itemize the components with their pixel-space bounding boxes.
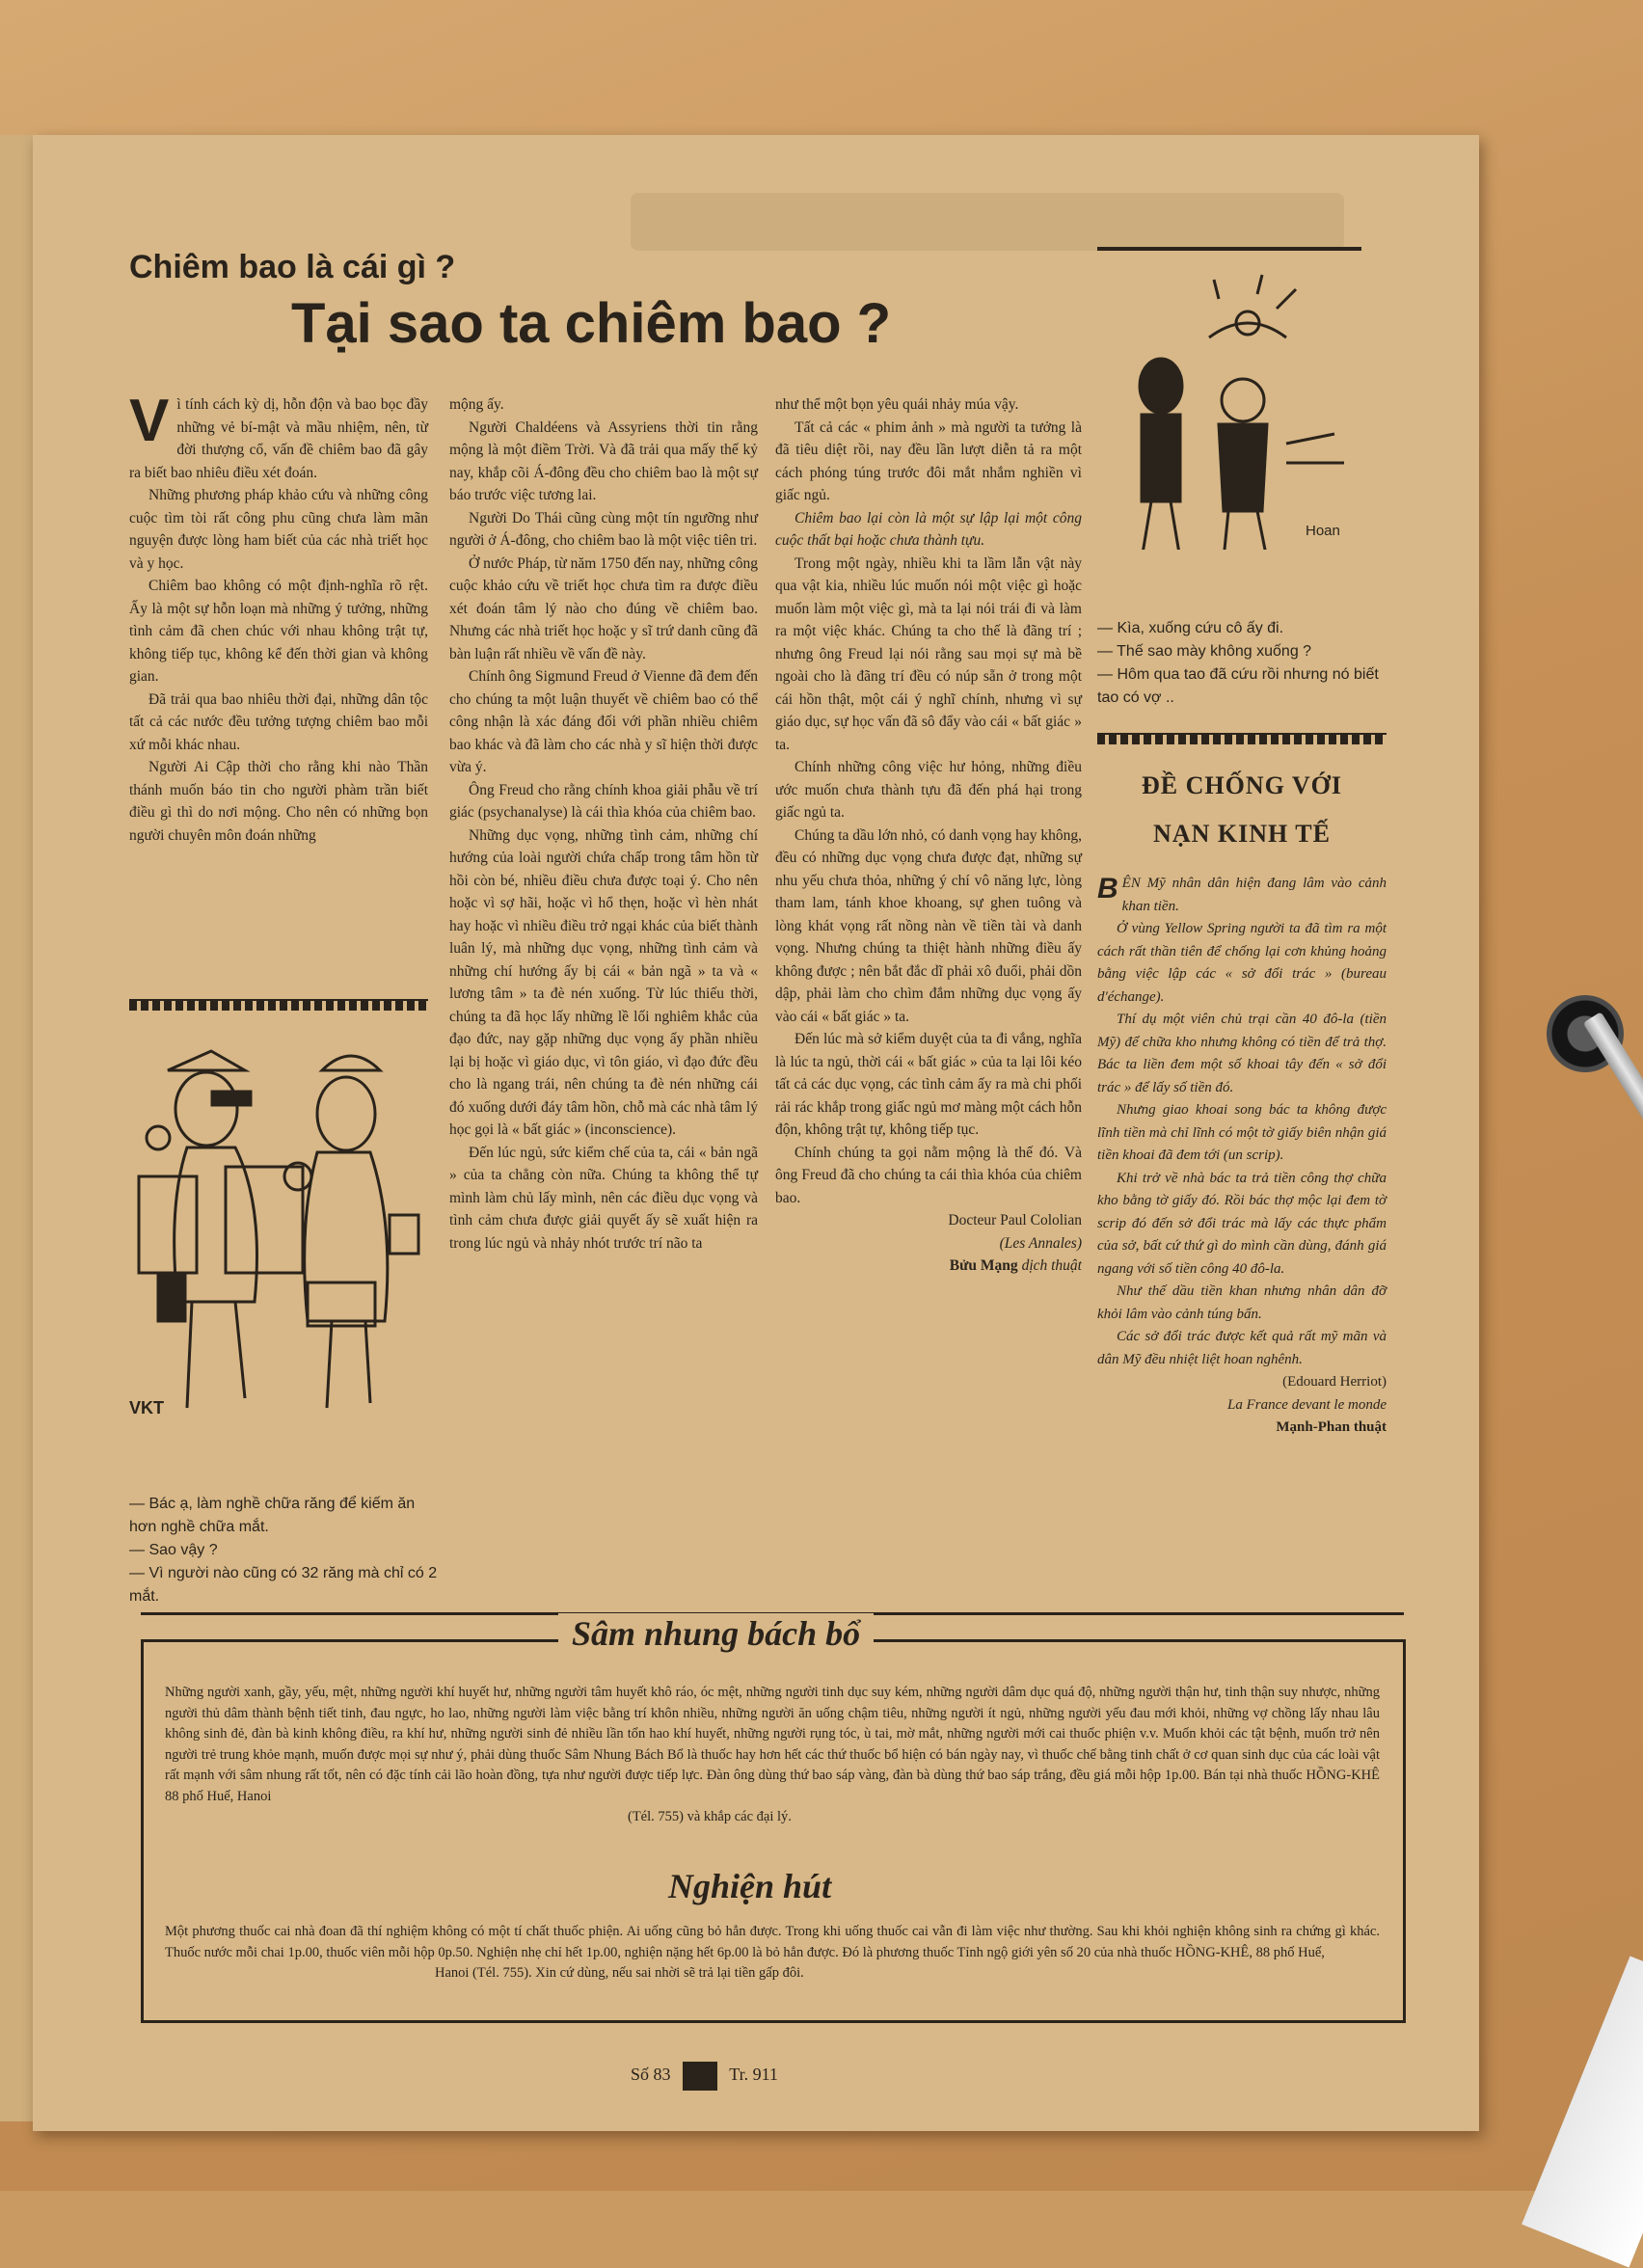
sidebar-paragraph: Các sở đổi trác được kết quả rất mỹ mãn và dân Mỹ đều nhiệt liệt hoan nghênh.	[1097, 1329, 1387, 1367]
dropcap-v: V	[129, 388, 170, 454]
ad-text-sam-nhung: Những người xanh, gầy, yếu, mệt, những người khí huyết hư, những người tâm huyết khô ráo, óc mệt, những người tinh dục suy kém, những người dâm dục quá độ, những người thận hư, tinh thận suy nhược, những người thủ dâm thành bệnh tiết tinh, đau ngực, ho lao, những người làm việc bằng trí khôn nhiều, những người ăn uống chậm tiêu, những người ít ngủ, những người yếu đau mới khỏi, những vợ chồng lấy nhau lâu không sinh đẻ, đàn bà kinh không điều, ra khí hư, những người sinh đẻ nhiều lần tổn hao khí huyết, những người rụng tóc, ù tai, mờ mắt, những người mới cai thuốc phiện v.v. Muốn khỏi các tật bệnh, muốn trở nên người trẻ trung khỏe mạnh, muốn được mọi sự như ý, phải dùng thuốc Sâm Nhung Bách Bổ là thuốc hay hơn hết các thứ thuốc bổ hiện có bán ngày nay, vì thuốc chế bằng tinh chất ở cơ quan sinh dục của các loài vật rất mạnh với sâm nhung rất tốt, nên có đặc tính cải lão hoàn đồng, tựa như người được tiếp lực. Đàn ông dùng thứ bao sáp vàng, đàn bà dùng thứ bao sáp trắng, đều giá mỗi hộp 1p.00. Bán tại nhà thuốc HỒNG-KHÊ 88 phố Huế, Hanoi (Tél. 755) và khắp các đại lý.	[165, 1685, 1380, 1824]
article-kicker: Chiêm bao là cái gì ?	[129, 249, 456, 285]
dropcap-b: B	[1097, 873, 1118, 904]
sidebar-paragraph: Thí dụ một viên chủ trại cần 40 đô-la (tiền Mỹ) để chữa kho nhưng không có tiền để trả thợ. Bác ta liền đem một số khoai tây đến « sở đổi trác » để lấy số tiền đó.	[1097, 1012, 1387, 1095]
article-paragraph: như thể một bọn yêu quái nhảy múa vậy.	[775, 396, 1019, 413]
article-paragraph: Ở nước Pháp, từ năm 1750 đến nay, những công cuộc khảo cứu về triết học chưa tìm ra được điều xét đoán tâm lý nào cho đúng về chiêm bao. Nhưng các nhà triết học hoặc y sĩ trứ danh cũng đã bàn luận rất nhiều về vấn đề này.	[449, 554, 758, 662]
cartoon-signature: VKT	[129, 1398, 164, 1418]
caption-line: — Bác ạ, làm nghề chữa răng để kiếm ăn hơn nghề chữa mắt.	[129, 1496, 416, 1535]
sidebar-paragraph: Nhưng giao khoai song bác ta không được lĩnh tiền mà chỉ lĩnh có một tờ giấy biên nhận giá tiền khoai đã đem tới (un scrip).	[1097, 1102, 1387, 1163]
page-number: Tr. 911	[729, 2065, 778, 2085]
article-paragraph: Người Ai Cập thời cho rằng khi nào Thần thánh muốn báo tin cho người phàm trần biết điều gì thì do nơi mộng. Cho nên có những bọn người chuyên môn đoán những	[129, 759, 428, 844]
article-column-2	[449, 393, 758, 1255]
cartoon-left-caption	[129, 1493, 438, 1608]
right-top-rule	[1097, 247, 1361, 251]
sidebar-author: (Edouard Herriot)	[1282, 1374, 1387, 1390]
article-paragraph: Chiêm bao lại còn là một sự lập lại một công cuộc thất bại hoặc chưa thành tựu.	[775, 509, 1082, 549]
advertisement-box	[141, 1614, 1406, 2023]
sidebar-divider-wave	[1097, 733, 1387, 744]
article-source: (Les Annales)	[999, 1234, 1082, 1252]
caption-line: — Sao vậy ?	[129, 1542, 218, 1558]
article-paragraph: Những dục vọng, những tình cảm, những chí hướng của loài người chứa chấp trong tâm hồn từ hồi còn bé, nhiều điều chưa được toại ý. Cho nên hoặc vì sợ hãi, hoặc vì hổ thẹn, hoặc vì hèn nhát hay hoặc vì nhiều điều trở ngại khác của biết thành luân lý, mà những dục vọng, những tình cảm và những chí hướng ấy bị cái « bản ngã » ta và « lương tâm » ta đè nén xuống. Từ lúc thiếu thời, chúng ta đã học lấy những lề lối nghiêm khắc của đạo đức, nay gặp những dục vọng ấy phần nhiều lại bị hoặc vì giáo dục, vì tôn giáo, vì đạo đức đều cho là ngang trái, nên chúng ta đè nén những cái đó xuống dưới đáy tâm hồn, chỗ mà các nhà tâm lý học gọi là « bất giác » (inconscience).	[449, 826, 758, 1138]
article-paragraph: Người Do Thái cũng cùng một tín ngưỡng như người ở Á-đông, cho chiêm bao là một việc tiên tri.	[449, 509, 758, 549]
caption-line: — Hôm qua tao đã cứu rồi nhưng nó biết tao có vợ ..	[1097, 666, 1379, 706]
sidebar-paragraph: Khi trở về nhà bác ta trả tiền công thợ chữa kho bằng tờ giấy đó. Rồi bác thợ mộc lại đem tờ scrip đó đến sở đổi trác mà lấy các thực phẩm của sở, bất cứ thứ gì do mình cần dùng, đánh giá ngang với số tiền công 40 đô-la.	[1097, 1170, 1387, 1277]
article-paragraph: Chiêm bao không có một định-nghĩa rõ rệt. Ấy là một sự hỗn loạn mà những ý tưởng, những tình cảm đã chen chúc với nhau không trật tự, không tiếp tục, không kể đến thời gian và không gian.	[129, 578, 428, 685]
sidebar-source: La France devant le monde	[1227, 1396, 1387, 1413]
article-paragraph: mộng ấy.	[449, 396, 504, 413]
sidebar-paragraph: BÊN Mỹ nhân dân hiện đang lâm vào cảnh khan tiền.	[1097, 873, 1387, 914]
cartoon-right-caption	[1097, 617, 1387, 710]
caption-line: — Thế sao mày không xuống ?	[1097, 643, 1312, 660]
article-paragraph: Tất cả các « phim ảnh » mà người ta tưởng là đã tiêu diệt rồi, nay đều lần lượt diễn tả ra một cách phóng túng trước đôi mắt nhắm nghiền vì giấc ngủ.	[775, 418, 1082, 503]
cartoon-signature: Hoan	[1306, 523, 1340, 539]
sidebar-title-line: ĐỀ CHỐNG VỚI	[1142, 771, 1342, 799]
ad-text-nghien-hut: Một phương thuốc cai nhà đoan đã thí nghiệm không có một tí chất thuốc phiện. Ai uống cũng bỏ hẳn được. Trong khi uống thuốc cai vẫn đi làm việc như thường. Sau khi khỏi nghiện không sinh ra chứng gì khác. Thuốc nước mỗi chai 1p.00, thuốc viên mỗi hộp 0p.50. Nghiện nhẹ chỉ hết 1p.00, nghiện nặng hết 6p.00 là bỏ hẳn được. Đó là phương thuốc Tỉnh ngộ giới yên số 20 của nhà thuốc HỒNG-KHÊ, 88 phố Huế, Hanoi (Tél. 755). Xin cứ dùng, nếu sai nhời sẽ trả lại tiền gấp đôi.	[165, 1924, 1380, 1981]
article-translator: Bửu Mạng dịch thuật	[949, 1257, 1082, 1274]
article-paragraph: Chính những công việc hư hỏng, những điều ước muốn chưa thành tựu đã đến phá hại trong giấc ngủ ta.	[775, 759, 1082, 821]
article-paragraph: Vì tính cách kỳ dị, hỗn độn và bao bọc đầy những vẻ bí-mật và mầu nhiệm, nên, từ đời thượng cổ, vấn đề chiêm bao đã gây ra biết bao nhiêu điều xét đoán.	[129, 388, 428, 481]
article-column-3	[775, 393, 1082, 1278]
article-paragraph: Đến lúc ngủ, sức kiểm chế của ta, cái « bản ngã » của ta chẳng còn nữa. Chúng ta không thể tự mình làm chủ lấy mình, nên các điều dục vọng và tình cảm chưa được giải quyết ấy sẽ xuất hiện ra trong lúc ngủ và nhảy nhót trước trí não ta	[449, 1144, 758, 1252]
article-paragraph: Những phương pháp khảo cứu và những công cuộc tìm tòi rất công phu cũng chưa làm mãn nguyện được lòng ham biết của các nhà triết học và y học.	[129, 487, 428, 572]
ad-title-nghien-hut: Nghiện hút	[668, 1867, 832, 1905]
caption-line: — Kìa, xuống cứu cô ấy đi.	[1097, 620, 1284, 636]
page-footer	[631, 2062, 778, 2091]
article-headline: Tại sao ta chiêm bao ?	[291, 292, 892, 355]
caption-line: — Vì người nào cũng có 32 răng mà chỉ có 2 mắt.	[129, 1565, 438, 1605]
sidebar-translator: Mạnh-Phan thuật	[1276, 1419, 1387, 1435]
cartoon-drawing	[129, 1032, 438, 1437]
article-paragraph: Chúng ta dầu lớn nhỏ, có danh vọng hay không, đều có những dục vọng chưa được đạt, những sự nhu yếu chưa thỏa, những ý chí vô năng lực, lòng tham lam, tánh khoe khoang, sự ghen tuông và lòng khát vọng rất nồng nàn về tiền tài và danh vọng. Nhưng chúng ta thiệt hành những điều ấy không được ; nên bắt đắc dĩ phải xô đuổi, phải dồn dập, phải làm cho chìm đắm những dục vọng ấy vào cái « bất giác » ta.	[775, 826, 1082, 1025]
article-column-1	[129, 388, 428, 847]
article-paragraph: Trong một ngày, nhiều khi ta lầm lẫn vật này qua vật kia, nhiều lúc muốn nói một việc gì hoặc muốn làm một việc gì, mà ta lại nói trái đi và làm ra một việc khác. Chúng ta cho thế là đãng trí ; nhưng ông Freud lại nói rằng sau mọi sự mà bề ngoài cho là đãng trí đều có núp sẵn ở trong một cái hồn thật, một cái ý nghĩ chính, nhưng vì sự giáo dục, sự học vấn đã sô đẩy vào cái « bất giác » ta.	[775, 554, 1082, 753]
sidebar-paragraph: Ở vùng Yellow Spring người ta đã tìm ra một cách rất thần tiên để chống lại cơn khủng hoảng bằng việc lập các « sở đổi trác » (bureau d'échange).	[1097, 921, 1387, 1005]
ad-title-sam-nhung: Sâm nhung bách bổ	[558, 1613, 874, 1654]
article-paragraph: Người Chaldéens và Assyriens thời tin rằng mộng là một điềm Trời. Và đã trải qua mấy thế kỷ nay, khắp cõi Á-đông đều cho chiêm bao là một sự báo trước việc tương lai.	[449, 418, 758, 503]
article-paragraph: Ông Freud cho rằng chính khoa giải phẫu về trí giác (psychanalyse) là cái thìa khóa của chiêm bao.	[449, 781, 758, 821]
article-author: Docteur Paul Cololian	[948, 1212, 1082, 1228]
article-paragraph: Đến lúc mà sở kiểm duyệt của ta đi vắng, nghĩa là lúc ta ngủ, thời cái « bất giác » của ta lại lôi kéo tất cả các dục vọng, các tình cảm ấy ra mà chi phối rải rác khắp trong giấc ngủ mơ màng một cách hỗn độn, không trật tự, không tiếp tục.	[775, 1031, 1082, 1138]
column-divider-wave	[129, 999, 428, 1011]
cartoon-drawing	[1103, 270, 1373, 550]
article-paragraph: Chính chúng ta gọi nằm mộng là thế đó. Và ông Freud đã cho chúng ta cái thìa khóa của chiêm bao.	[775, 1144, 1082, 1206]
article-paragraph: Chính ông Sigmund Freud ở Vienne đã đem đến cho chúng ta một luận thuyết về chiêm bao có thể công nhận là xác đáng đối với phần nhiều chiêm bao khác và đã làm cho các nhà y sĩ hiện thời được vừa ý.	[449, 668, 758, 775]
article-paragraph: Đã trải qua bao nhiêu thời đại, những dân tộc tất cả các nước đều tưởng tượng chiêm bao mỗi xứ mỗi khác nhau.	[129, 690, 428, 753]
cartoon-swimmer-illustration	[1103, 270, 1373, 550]
faded-masthead	[631, 193, 1344, 251]
left-page-edge	[0, 135, 35, 2121]
issue-number: Số 83	[631, 2065, 671, 2085]
sidebar-title	[1097, 762, 1387, 858]
sidebar-column	[1097, 873, 1387, 1440]
newspaper-logo-icon	[683, 2062, 717, 2091]
sidebar-paragraph: Như thế dầu tiền khan nhưng nhân dân đỡ khỏi lâm vào cảnh túng bấn.	[1097, 1283, 1387, 1322]
cartoon-dentist-illustration	[129, 1032, 438, 1437]
sidebar-title-line: NẠN KINH TẾ	[1153, 820, 1331, 848]
newspaper-page	[33, 135, 1479, 2131]
